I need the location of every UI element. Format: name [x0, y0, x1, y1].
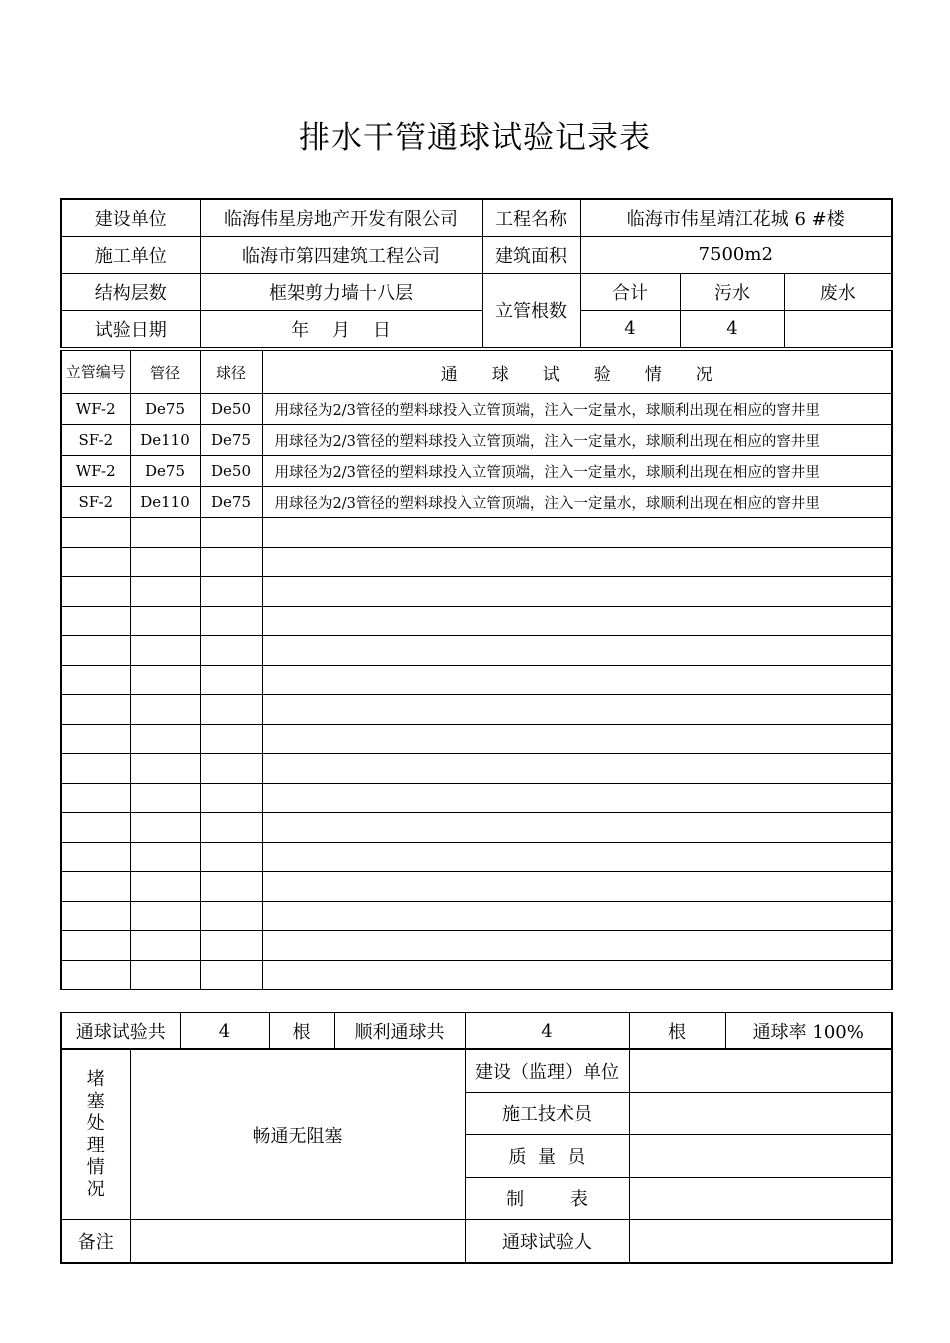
- table-row: [61, 394, 892, 425]
- table-row: [61, 487, 892, 518]
- page-title: 排水干管通球试验记录表: [299, 120, 651, 156]
- ball-cell: De75: [200, 487, 262, 518]
- signature-table: [60, 1048, 893, 1264]
- riser-cell: WF-2: [61, 394, 130, 425]
- summary-table: [60, 1012, 893, 1050]
- summary-smooth-value: 4: [465, 1013, 629, 1050]
- quality-label: 质 量 员: [465, 1135, 629, 1178]
- pipe-cell: De110: [130, 425, 200, 456]
- blank-row: [61, 665, 892, 695]
- desc-cell: 用球径为2/3管径的塑料球投入立管顶端，注入一定量水，球顺利出现在相应的窨井里: [262, 487, 892, 518]
- waste-value: [784, 310, 892, 347]
- construct-unit-label: 施工单位: [61, 236, 200, 273]
- blank-row: [61, 547, 892, 577]
- riser-cell: SF-2: [61, 487, 130, 518]
- remark-label: 备注: [61, 1220, 130, 1263]
- blank-row: [61, 636, 892, 666]
- desc-cell: 用球径为2/3管径的塑料球投入立管顶端，注入一定量水，球顺利出现在相应的窨井里: [262, 394, 892, 425]
- info-table: [60, 198, 893, 348]
- blank-row: [61, 754, 892, 784]
- tester-signature: [629, 1220, 892, 1263]
- blank-row: [61, 518, 892, 548]
- blank-row: [61, 931, 892, 961]
- structure-label: 结构层数: [61, 273, 200, 310]
- blank-row: [61, 960, 892, 990]
- table-row: [61, 425, 892, 456]
- blank-row: [61, 813, 892, 843]
- area-value: 7500m2: [580, 236, 892, 273]
- blank-row: [61, 577, 892, 607]
- table-row: [61, 456, 892, 487]
- area-label: 建筑面积: [482, 236, 580, 273]
- test-table: [60, 350, 893, 990]
- riser-cell: WF-2: [61, 456, 130, 487]
- riser-count-label: 立管根数: [482, 273, 580, 347]
- blank-row: [61, 872, 892, 902]
- col-pipe-dia: 管径: [130, 351, 200, 394]
- quality-signature: [629, 1135, 892, 1178]
- blockage-value: 畅通无阻塞: [130, 1049, 465, 1220]
- waste-label: 废水: [784, 273, 892, 310]
- summary-rate: 通球率 100%: [725, 1013, 892, 1050]
- tech-signature: [629, 1092, 892, 1135]
- blockage-label: 堵 塞 处 理 情 况: [61, 1049, 130, 1220]
- build-unit-label: 建设单位: [61, 199, 200, 236]
- structure-value: 框架剪力墙十八层: [200, 273, 482, 310]
- blank-row: [61, 783, 892, 813]
- ball-cell: De75: [200, 425, 262, 456]
- summary-unit-2: 根: [629, 1013, 725, 1050]
- build-unit-value: 临海伟星房地产开发有限公司: [200, 199, 482, 236]
- riser-cell: SF-2: [61, 425, 130, 456]
- remark-value: [130, 1220, 465, 1263]
- summary-smooth-label: 顺利通球共: [334, 1013, 465, 1050]
- col-situation: 通 球 试 验 情 况: [262, 351, 892, 394]
- tech-label: 施工技术员: [465, 1092, 629, 1135]
- supervision-signature: [629, 1049, 892, 1092]
- date-label: 试验日期: [61, 310, 200, 347]
- desc-cell: 用球径为2/3管径的塑料球投入立管顶端，注入一定量水，球顺利出现在相应的窨井里: [262, 456, 892, 487]
- supervision-label: 建设（监理）单位: [465, 1049, 629, 1092]
- summary-unit-1: 根: [269, 1013, 334, 1050]
- maker-label: 制 表: [465, 1177, 629, 1220]
- date-value: 年 月 日: [200, 310, 482, 347]
- pipe-cell: De75: [130, 394, 200, 425]
- blank-row: [61, 724, 892, 754]
- col-ball-dia: 球径: [200, 351, 262, 394]
- col-riser-no: 立管编号: [61, 351, 130, 394]
- desc-cell: 用球径为2/3管径的塑料球投入立管顶端，注入一定量水，球顺利出现在相应的窨井里: [262, 425, 892, 456]
- ball-cell: De50: [200, 456, 262, 487]
- project-name-label: 工程名称: [482, 199, 580, 236]
- sewage-label: 污水: [680, 273, 784, 310]
- tester-label: 通球试验人: [465, 1220, 629, 1263]
- total-value: 4: [580, 310, 680, 347]
- pipe-cell: De75: [130, 456, 200, 487]
- total-label: 合计: [580, 273, 680, 310]
- blank-row: [61, 695, 892, 725]
- summary-total-label: 通球试验共: [61, 1013, 180, 1050]
- blank-row: [61, 842, 892, 872]
- construct-unit-value: 临海市第四建筑工程公司: [200, 236, 482, 273]
- pipe-cell: De110: [130, 487, 200, 518]
- summary-total-value: 4: [180, 1013, 269, 1050]
- project-name-value: 临海市伟星靖江花城 6 #楼: [580, 199, 892, 236]
- blank-row: [61, 606, 892, 636]
- blank-row: [61, 901, 892, 931]
- maker-signature: [629, 1177, 892, 1220]
- sewage-value: 4: [680, 310, 784, 347]
- ball-cell: De50: [200, 394, 262, 425]
